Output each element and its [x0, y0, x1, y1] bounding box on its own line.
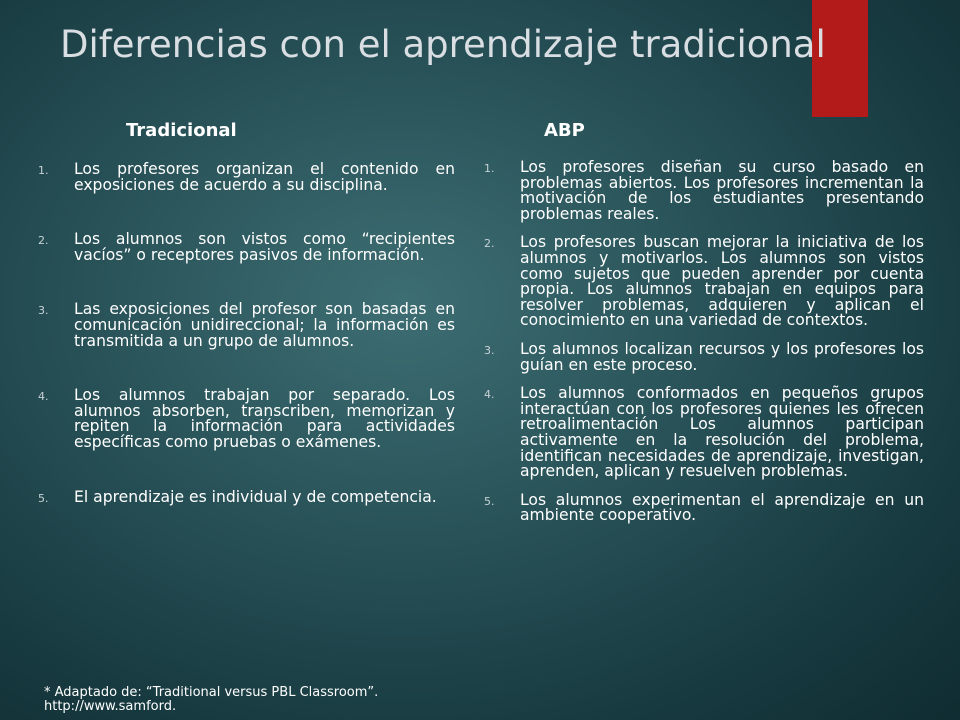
list-item-number: 1.	[484, 162, 495, 175]
abp-list	[484, 160, 924, 537]
list-item-text: Los alumnos experimentan el aprendizaje en un ambiente cooperativo.	[520, 490, 924, 525]
list-item	[38, 162, 455, 193]
list-item	[38, 232, 455, 263]
list-item-text: Los profesores organizan el contenido en exposiciones de acuerdo a su disciplina.	[74, 160, 455, 194]
list-item	[484, 339, 924, 374]
list-item-number: 3.	[484, 343, 495, 357]
footnote-url: http://www.samford.	[44, 699, 177, 714]
list-item-number: 2.	[484, 237, 495, 251]
column-header-abp: ABP	[544, 120, 585, 141]
list-item-text: El aprendizaje es individual y de competencia.	[74, 487, 437, 506]
list-item-text: Los alumnos localizan recursos y los profesores los guían en este proceso.	[520, 339, 924, 374]
list-item	[484, 386, 924, 480]
list-item	[484, 235, 924, 329]
list-item-number: 1.	[38, 164, 49, 177]
list-item	[38, 487, 455, 506]
column-header-traditional: Tradicional	[126, 120, 237, 141]
list-item-text: Los alumnos trabajan por separado. Los alumnos absorben, transcriben, memorizan y repiten la información para actividades específicas como pruebas o exámenes.	[74, 386, 455, 451]
list-item-number: 3.	[38, 304, 49, 318]
list-item	[484, 490, 924, 525]
list-item-number: 4.	[38, 390, 49, 404]
list-item	[38, 388, 455, 450]
list-item-number: 5.	[484, 494, 495, 508]
list-item-number: 5.	[38, 491, 49, 505]
list-item	[484, 160, 924, 222]
list-item-text: Los alumnos son vistos como “recipientes vacíos” o receptores pasivos de información.	[74, 230, 455, 264]
slide-title: Diferencias con el aprendizaje tradicional	[60, 23, 826, 66]
list-item-text: Los profesores diseñan su curso basado en problemas abiertos. Los profesores incrementan la motivación de los estudiantes presentando problemas reales.	[520, 158, 924, 223]
list-item-text: Las exposiciones del profesor son basadas en comunicación unidireccional; la información es transmitida a un grupo de alumnos.	[74, 300, 455, 350]
list-item-number: 2.	[38, 234, 49, 248]
footnote-citation: * Adaptado de: “Traditional versus PBL Classroom”.	[44, 685, 379, 700]
list-item-number: 4.	[484, 388, 495, 402]
list-item-text: Los alumnos conformados en pequeños grupos interactúan con los profesores quienes les ofrecen retroalimentación Los alumnos participan activamente en la resolución del problema, identifican necesidades de aprendizaje, investigan, aprenden, aplican y resuelven problemas.	[520, 384, 924, 481]
list-item	[38, 302, 455, 349]
list-item-text: Los profesores buscan mejorar la iniciativa de los alumnos y motivarlos. Los alumnos son vistos como sujetos que pueden aprender por cuenta propia. Los alumnos trabajan en equipos para resolver problemas, adquieren y aplican el conocimiento en una variedad de contextos.	[520, 233, 924, 330]
source-footnote	[44, 686, 378, 714]
traditional-list	[38, 162, 455, 544]
